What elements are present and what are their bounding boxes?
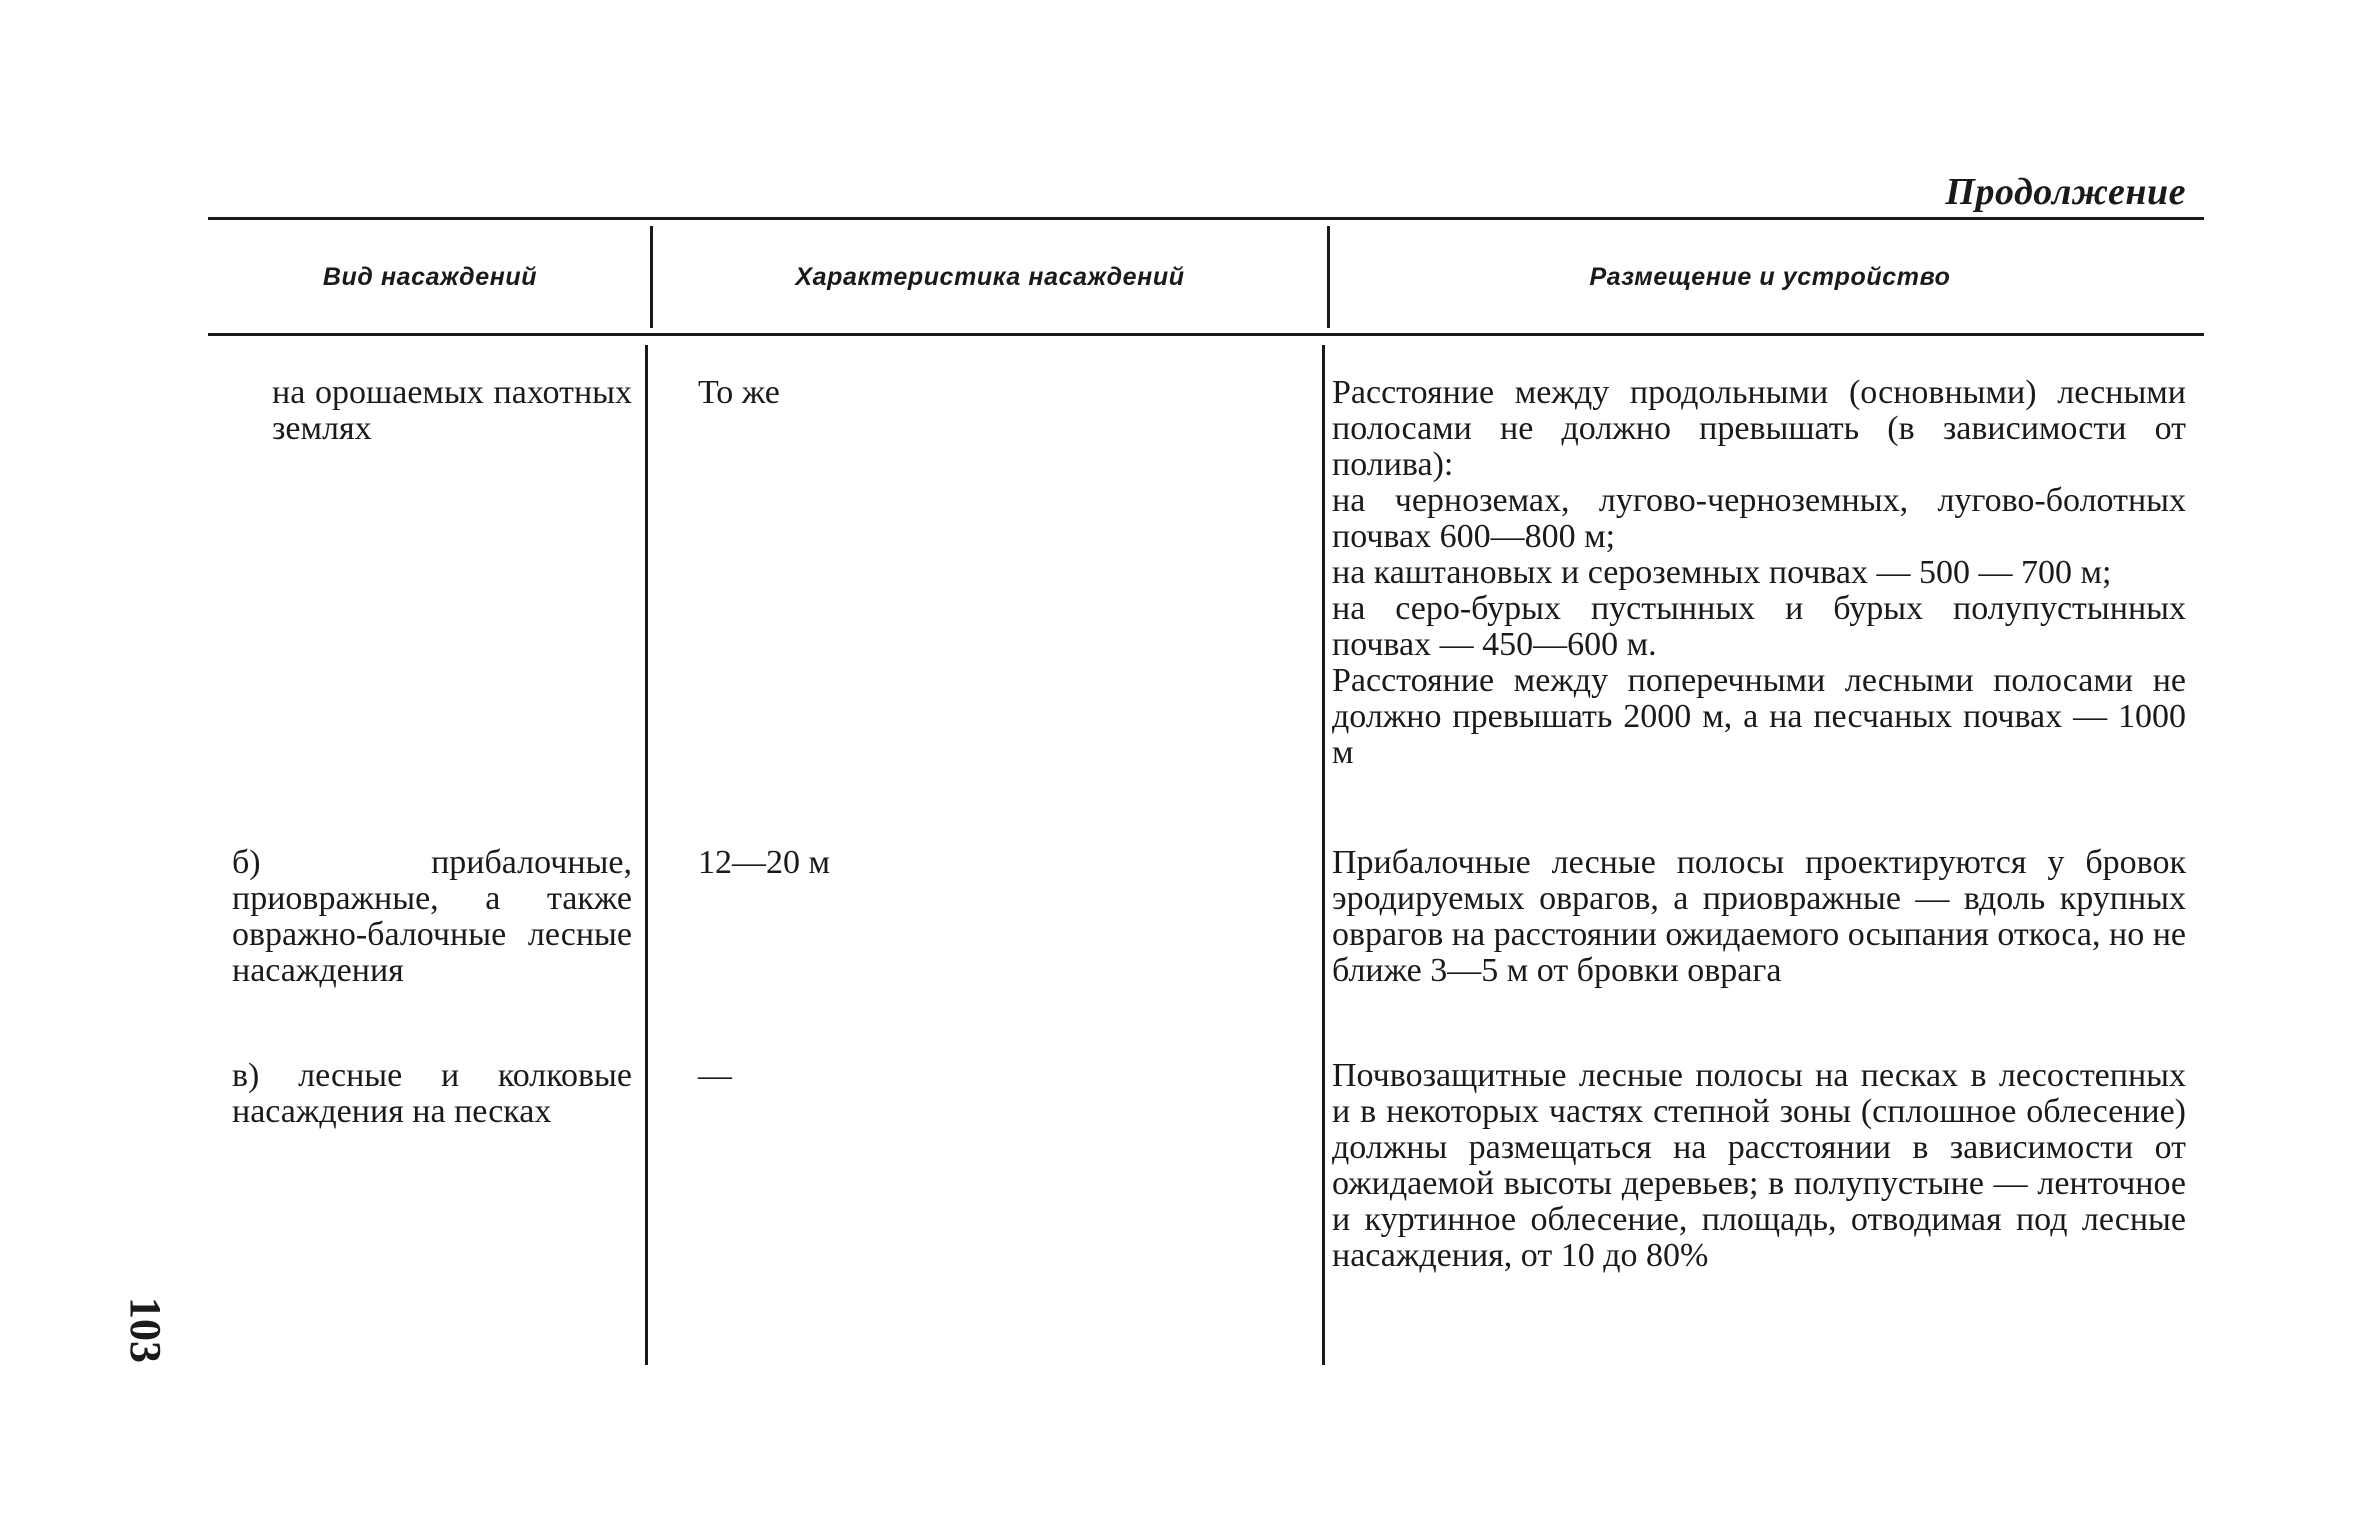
placement-paragraph: на каштановых и сероземных почвах — 500 — 700 м; <box>1332 554 2112 591</box>
row-placement-cell <box>1332 845 2186 989</box>
row-placement-cell <box>1332 375 2186 771</box>
column-header-characteristic: Характеристика насаждений <box>795 263 1185 291</box>
placement-paragraph: на черноземах, лугово-черноземных, лугово-болотных почвах 600—800 м; <box>1332 482 2186 555</box>
row-characteristic-cell: То же <box>698 374 780 411</box>
continuation-label: Продолжение <box>1945 171 2186 213</box>
column-separator-2-body <box>1322 345 1325 1365</box>
row-type-cell: в) лесные и колковые насаждения на песках <box>232 1057 632 1130</box>
row-placement-cell <box>1332 1058 2186 1274</box>
placement-paragraph: Расстояние между продольными (основными) лесными полосами не должно превышать (в зависимости от полива): <box>1332 374 2186 483</box>
column-header-placement: Размещение и устройство <box>1589 263 1951 291</box>
column-header-type: Вид насаждений <box>322 263 538 291</box>
table-top-rule <box>208 217 2204 220</box>
row-characteristic-cell: — <box>698 1057 732 1094</box>
row-type-cell: на орошаемых пахотных землях <box>272 374 632 447</box>
column-separator-1 <box>650 226 653 328</box>
row-characteristic-cell: 12—20 м <box>698 844 831 881</box>
table-header-rule <box>208 333 2204 336</box>
row-type-cell: б) прибалочные, приовражные, а также овражно-балочные лесные насаждения <box>232 844 632 989</box>
placement-paragraph: Почвозащитные лесные полосы на песках в лесостепных и в некоторых частях степной зоны (сплошное облесение) должны размещаться на расстоянии в зависимости от ожидаемой высоты деревьев; в полупустыне — ленточное и куртинное облесение, площадь, отводимая под лесные насаждения, от 10 до 80% <box>1332 1057 2186 1274</box>
column-separator-2 <box>1327 226 1330 328</box>
column-separator-1-body <box>645 345 648 1365</box>
placement-paragraph: Прибалочные лесные полосы проектируются у бровок эродируемых оврагов, а приовражные — вдоль крупных оврагов на расстоянии ожидаемого осыпания откоса, но не ближе 3—5 м от бровки оврага <box>1332 844 2187 989</box>
placement-paragraph: Расстояние между поперечными лесными полосами не должно превышать 2000 м, а на песчаных почвах — 1000 м <box>1332 662 2186 771</box>
placement-paragraph: на серо-бурых пустынных и бурых полупустынных почвах — 450—600 м. <box>1332 590 2186 663</box>
page-number: 103 <box>121 1297 170 1363</box>
